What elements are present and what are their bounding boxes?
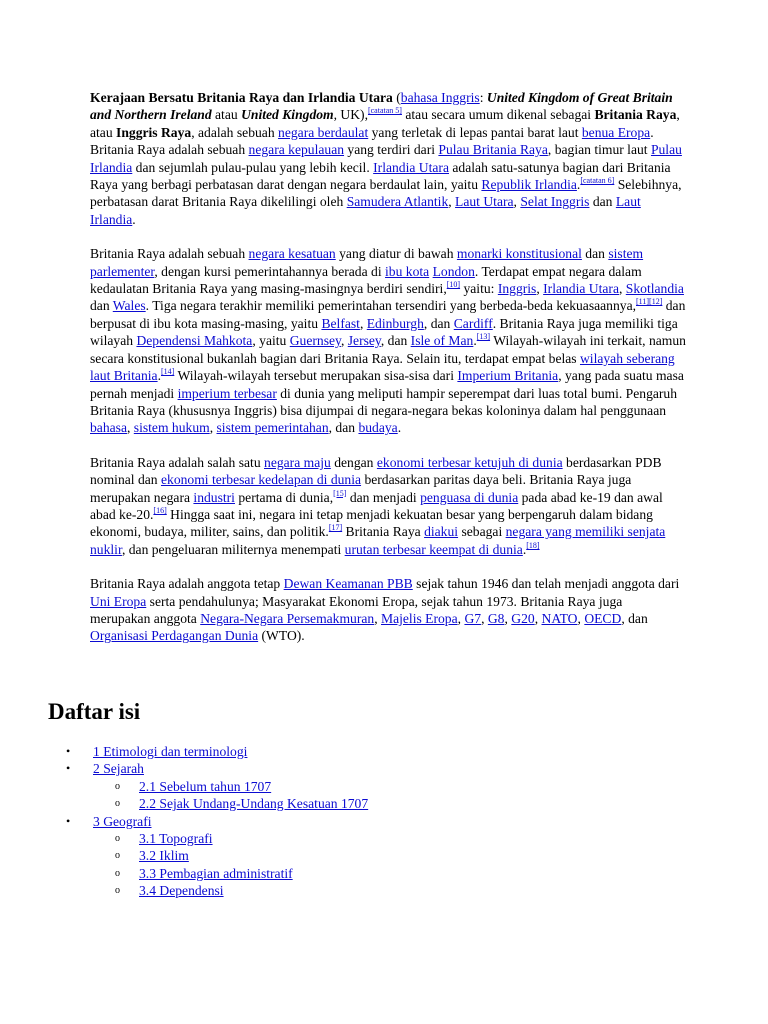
toc-link[interactable]: 3.2 Iklim [139,848,189,864]
link-irlandia-utara[interactable]: Irlandia Utara [373,159,449,175]
link-sistem-parlementer[interactable]: sistem parlementer [90,246,644,279]
sub-bullet-icon: o [115,867,120,879]
link-wilayah-seberang-laut[interactable]: wilayah seberang laut Britania [90,350,675,384]
link-skotlandia[interactable]: Skotlandia [625,281,684,297]
link-samudera-atlantik[interactable]: Samudera Atlantik [346,194,449,210]
toc-item [56,743,676,760]
link-inggris[interactable]: Inggris [497,281,537,297]
bold-britania-raya: Britania Raya [594,107,677,123]
toc-subitem [56,830,676,847]
link-laut-irlandia[interactable]: Laut Irlandia [90,194,641,227]
link-edinburgh[interactable]: Edinburgh [366,315,424,331]
sub-bullet-icon: o [115,798,120,810]
table-of-contents [56,743,676,900]
link-penguasa-di-dunia[interactable]: penguasa di dunia [420,489,519,505]
link-london[interactable]: London [432,263,475,279]
link-irlandia-utara-2[interactable]: Irlandia Utara [543,281,619,297]
sub-bullet-icon: o [115,885,120,897]
link-g8[interactable]: G8 [487,610,505,626]
bold-title: Kerajaan Bersatu Britania Raya dan Irlandia Utara [90,90,393,105]
ref-link-16[interactable]: [16] [153,505,167,515]
toc-subitem [56,882,676,899]
link-dewan-keamanan-pbb[interactable]: Dewan Keamanan PBB [283,576,413,592]
toc-subitem [56,778,676,795]
toc-link[interactable]: 1 Etimologi dan terminologi [93,744,248,759]
toc-subitem [56,847,676,864]
link-pulau-irlandia[interactable]: Pulau Irlandia [90,142,682,175]
ref-link-14[interactable]: [14] [160,367,175,377]
bullet-icon: • [66,744,71,758]
link-g20[interactable]: G20 [511,610,535,626]
link-ekonomi-ketujuh[interactable]: ekonomi terbesar ketujuh di dunia [376,454,563,470]
link-industri[interactable]: industri [193,489,235,505]
link-negara-kepulauan[interactable]: negara kepulauan [248,142,345,158]
link-republik-irlandia[interactable]: Republik Irlandia [481,177,577,193]
bullet-icon: • [66,761,71,776]
sub-bullet-icon: o [115,850,120,862]
link-benua-eropa[interactable]: benua Eropa [581,124,651,140]
toc-item [56,813,676,830]
sub-bullet-icon: o [115,833,120,845]
link-oecd[interactable]: OECD [584,610,622,626]
toc-link[interactable]: 2.1 Sebelum tahun 1707 [139,778,272,794]
note-link-catatan-6[interactable]: [catatan 6] [580,176,615,186]
toc-link[interactable]: 3.3 Pembagian administratif [139,865,293,881]
ref-link-18[interactable]: [18] [526,540,540,550]
link-urutan-terbesar[interactable]: urutan terbesar keempat di dunia [344,541,523,557]
link-belfast[interactable]: Belfast [321,315,360,331]
link-ibu-kota[interactable]: ibu kota [385,263,430,279]
toc-subitem [56,795,676,812]
toc-link[interactable]: 2 Sejarah [93,761,144,777]
ref-link-10[interactable]: [10] [446,280,461,290]
toc-link[interactable]: 3.4 Dependensi [139,883,224,899]
link-ekonomi-kedelapan[interactable]: ekonomi terbesar kedelapan di dunia [160,472,362,488]
bold-inggris-raya: Inggris Raya [116,124,192,140]
link-budaya[interactable]: budaya [358,420,398,436]
intro-paragraph: Kerajaan Bersatu Britania Raya dan Irlandia Utara (bahasa Inggris: United Kingdom of Great Britain and Northern Ireland atau United Kingdom, UK),[catatan 5] atau secara umum dikenal sebagai Britania Raya, atau Inggris Raya, adalah sebuah negara berdaulat yang terletak di lepas pantai barat laut benua Eropa. Britania Raya adalah sebuah negara kepulauan yang terdiri dari Pulau Britania Raya, bagian timur laut Pulau Irlandia dan sejumlah pulau-pulau yang lebih kecil. Irlandia Utara adalah satu-satunya bagian dari Britania Raya yang berbagi perbatasan darat dengan negara berdaulat lain, yaitu Republik Irlandia.[catatan 6] Selebihnya, perbatasan darat Britania Raya dikelilingi oleh Samudera Atlantik, Laut Utara, Selat Inggris dan Laut Irlandia. [90,90,682,227]
link-nato[interactable]: NATO [541,610,578,626]
link-bahasa[interactable]: bahasa [90,420,127,436]
link-g7[interactable]: G7 [464,610,482,626]
link-monarki-konstitusional[interactable]: monarki konstitusional [456,246,582,262]
link-majelis-eropa[interactable]: Majelis Eropa [381,610,458,626]
link-wales[interactable]: Wales [112,298,146,314]
link-persemakmuran[interactable]: Negara-Negara Persemakmuran [200,610,375,626]
sub-bullet-icon: o [115,780,120,792]
article-body [90,89,686,662]
membership-paragraph: Britania Raya adalah anggota tetap Dewan Keamanan PBB sejak tahun 1946 dan telah menjadi anggota dari Uni Eropa serta pendahulunya; Masyarakat Ekonomi Eropa, sejak tahun 1973. Britania Raya juga merupakan anggota Negara-Negara Persemakmuran, Majelis Eropa, G7, G8, G20, NATO, OECD, dan Organisasi Perdagangan Dunia (WTO). [90,576,680,644]
toc-link[interactable]: 2.2 Sejak Undang-Undang Kesatuan 1707 [139,796,369,812]
link-imperium-terbesar[interactable]: imperium terbesar [177,385,277,401]
ref-link-17[interactable]: [17] [328,523,343,533]
economy-paragraph: Britania Raya adalah salah satu negara maju dengan ekonomi terbesar ketujuh di dunia berdasarkan PDB nominal dan ekonomi terbesar kedelapan di dunia berdasarkan paritas daya beli. Britania Raya juga merupakan negara industri pertama di dunia,[15] dan menjadi penguasa di dunia pada abad ke-19 dan awal abad ke-20.[16] Hingga saat ini, negara ini tetap menjadi kekuatan besar yang berpengaruh dalam bidang ekonomi, budaya, militer, sains, dan politik.[17] Britania Raya diakui sebagai negara yang memiliki senjata nuklir, dan pengeluaran militernya menempati urutan terbesar keempat di dunia.[18] [90,454,666,557]
link-diakui[interactable]: diakui [424,524,459,540]
link-isle-of-man[interactable]: Isle of Man [410,333,474,349]
link-cardiff[interactable]: Cardiff [453,315,493,331]
link-negara-berdaulat[interactable]: negara berdaulat [278,124,369,140]
link-jersey[interactable]: Jersey [347,333,381,349]
government-paragraph: Britania Raya adalah sebuah negara kesatuan yang diatur di bawah monarki konstitusional dan sistem parlementer, dengan kursi pemerintahannya berada di ibu kota London. Terdapat empat negara dalam kedaulatan Britania Raya yang masing-masingnya berdiri sendiri,[10] yaitu: Inggris, Irlandia Utara, Skotlandia dan Wales. Tiga negara terakhir memiliki pemerintahan tersendiri yang berbeda-beda kekuasaannya,[11][12] dan berpusat di ibu kota masing-masing, yaitu Belfast, Edinburgh, dan Cardiff. Britania Raya juga memiliki tiga wilayah Dependensi Mahkota, yaitu Guernsey, Jersey, dan Isle of Man.[13] Wilayah-wilayah ini terkait, namun secara konstitusional bukanlah bagian dari Britania Raya. Selain itu, terdapat empat belas wilayah seberang laut Britania.[14] Wilayah-wilayah tersebut merupakan sisa-sisa dari Imperium Britania, yang pada suatu masa pernah menjadi imperium terbesar di dunia yang meliputi hampir seperempat dari luas total bumi. Pengaruh Britania Raya (khususnya Inggris) bisa dijumpai di negara-negara bekas koloninya dalam hal penggunaan bahasa, sistem hukum, sistem pemerintahan, dan budaya. [90,246,686,436]
ref-link-11[interactable]: [11] [636,297,650,307]
ref-link-15[interactable]: [15] [333,488,347,498]
english-name: United Kingdom of Great Britain and Northern Ireland [90,90,673,123]
ref-link-13[interactable]: [13] [476,332,491,342]
toc-link[interactable]: 3 Geografi [93,813,152,829]
english-short-name: United Kingdom [241,107,334,123]
toc-list [56,743,676,900]
toc-item [56,760,676,777]
link-imperium-britania[interactable]: Imperium Britania [457,368,559,384]
note-link-catatan-5[interactable]: [catatan 5] [367,106,402,116]
bullet-icon: • [66,813,71,828]
link-pulau-britania-raya[interactable]: Pulau Britania Raya [438,142,548,158]
link-selat-inggris[interactable]: Selat Inggris [520,194,590,210]
link-dependensi-mahkota[interactable]: Dependensi Mahkota [136,333,253,349]
link-negara-maju[interactable]: negara maju [264,454,331,470]
link-sistem-pemerintahan[interactable]: sistem pemerintahan [216,420,329,436]
link-sistem-hukum[interactable]: sistem hukum [133,420,210,436]
link-laut-utara[interactable]: Laut Utara [455,194,514,210]
link-guernsey[interactable]: Guernsey [289,333,341,349]
link-bahasa-inggris[interactable]: bahasa Inggris [400,90,480,105]
link-senjata-nuklir[interactable]: negara yang memiliki senjata nuklir [90,524,666,557]
link-wto[interactable]: Organisasi Perdagangan Dunia [90,628,259,644]
ref-link-12[interactable]: [12] [649,297,663,307]
link-negara-kesatuan[interactable]: negara kesatuan [248,246,336,262]
toc-link[interactable]: 3.1 Topografi [139,831,213,847]
link-uni-eropa[interactable]: Uni Eropa [90,593,147,609]
toc-subitem [56,865,676,882]
toc-title: Daftar isi [48,699,141,724]
